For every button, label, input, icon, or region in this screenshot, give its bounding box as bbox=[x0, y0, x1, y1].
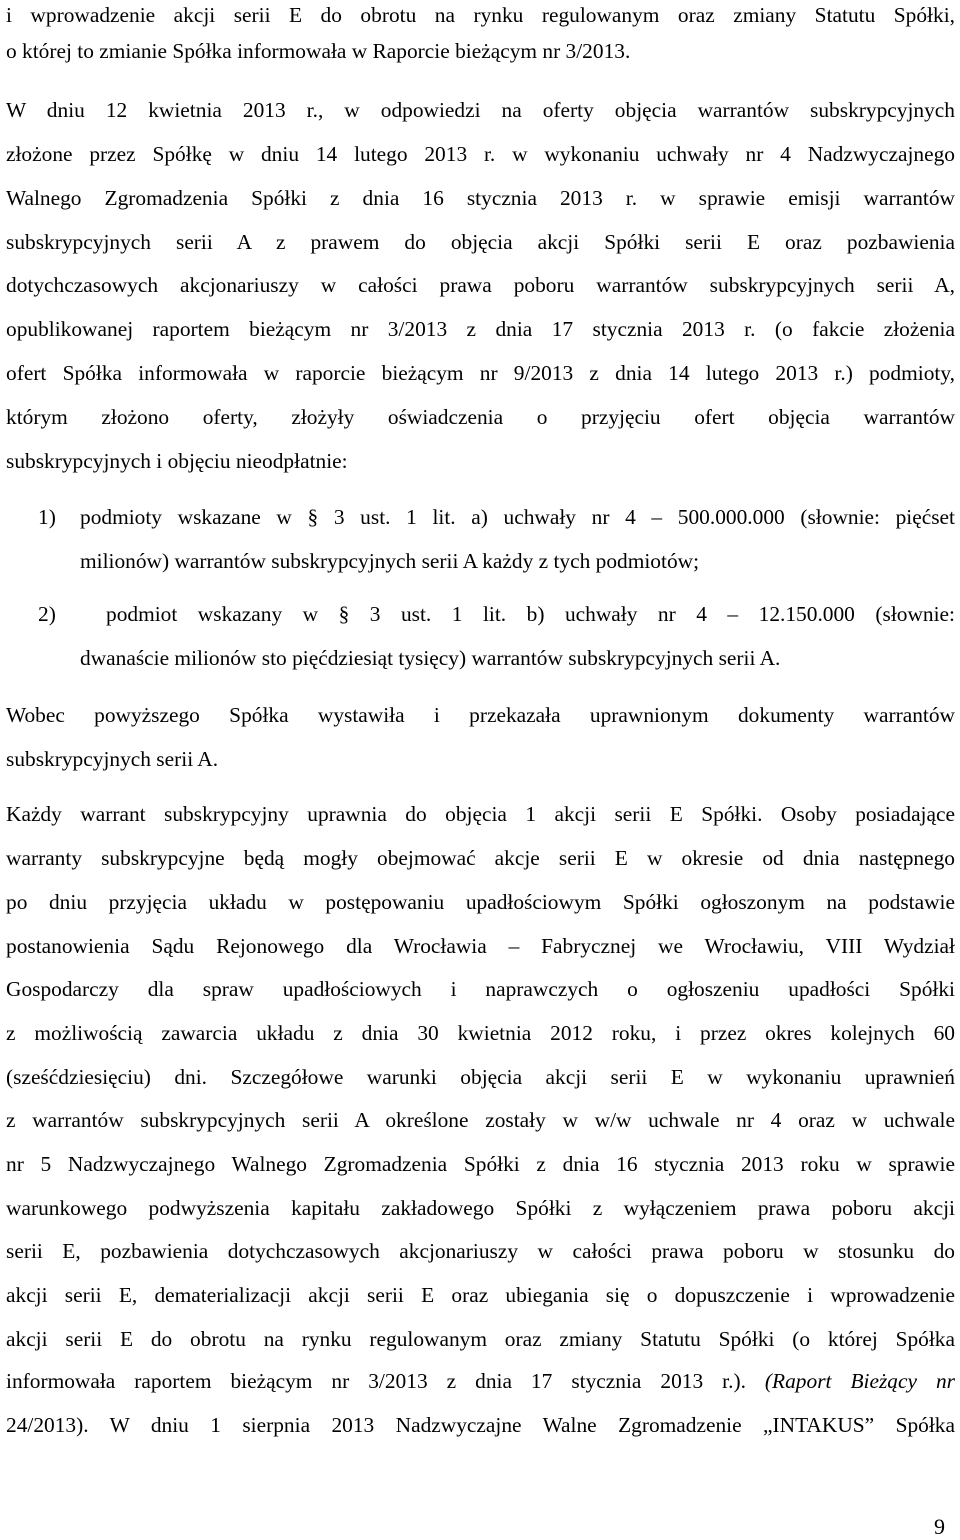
text-line: o której to zmianie Spółka informowała w Raporcie bieżącym nr 3/2013. bbox=[6, 39, 631, 63]
list-item-line: dwanaście milionów sto pięćdziesiąt tysięcy) warrantów subskrypcyjnych serii A. bbox=[80, 646, 781, 670]
text-line: złożone przez Spółkę w dniu 14 lutego 2013 r. w wykonaniu uchwały nr 4 Nadzwyczajnego bbox=[6, 142, 955, 166]
text-line bbox=[6, 1366, 955, 1396]
text-line: z warrantów subskrypcyjnych serii A określone zostały w w/w uchwale nr 4 oraz w uchwale bbox=[6, 1108, 955, 1132]
report-reference-italic: (Raport Bieżący nr bbox=[764, 1369, 955, 1393]
list-number: 2) bbox=[38, 602, 56, 626]
text-line: Walnego Zgromadzenia Spółki z dnia 16 stycznia 2013 r. w sprawie emisji warrantów bbox=[6, 186, 955, 210]
text-line: akcji serii E do obrotu na rynku regulowanym oraz zmiany Statutu Spółki (o której Spółka bbox=[6, 1327, 955, 1351]
text-line: Gospodarczy dla spraw upadłościowych i naprawczych o ogłoszeniu upadłości Spółki bbox=[6, 977, 955, 1001]
list-number: 1) bbox=[38, 505, 56, 529]
text-line: którym złożono oferty, złożyły oświadczenia o przyjęciu ofert objęcia warrantów bbox=[6, 405, 955, 429]
text-line: warranty subskrypcyjne będą mogły obejmować akcje serii E w okresie od dnia następnego bbox=[6, 846, 955, 870]
list-item-line: milionów) warrantów subskrypcyjnych serii A każdy z tych podmiotów; bbox=[80, 549, 700, 573]
text-segment: informowała raportem bieżącym nr 3/2013 z dnia 17 stycznia 2013 r.). bbox=[6, 1369, 746, 1393]
text-line: Wobec powyższego Spółka wystawiła i przekazała uprawnionym dokumenty warrantów bbox=[6, 703, 955, 727]
text-line: opublikowanej raportem bieżącym nr 3/2013 z dnia 17 stycznia 2013 r. (o fakcie złożenia bbox=[6, 317, 955, 341]
text-line: W dniu 12 kwietnia 2013 r., w odpowiedzi na oferty objęcia warrantów subskrypcyjnych bbox=[6, 98, 955, 122]
text-line: postanowienia Sądu Rejonowego dla Wrocławia – Fabrycznej we Wrocławiu, VIII Wydział bbox=[6, 934, 955, 958]
text-line: dotychczasowych akcjonariuszy w całości prawa poboru warrantów subskrypcyjnych serii A, bbox=[6, 273, 955, 297]
text-line: subskrypcyjnych serii A z prawem do objęcia akcji Spółki serii E oraz pozbawienia bbox=[6, 230, 955, 254]
text-line: z możliwością zawarcia układu z dnia 30 kwietnia 2012 roku, i przez okres kolejnych 60 bbox=[6, 1021, 955, 1045]
text-line: nr 5 Nadzwyczajnego Walnego Zgromadzenia Spółki z dnia 16 stycznia 2013 roku w sprawie bbox=[6, 1152, 955, 1176]
text-line: subskrypcyjnych i objęciu nieodpłatnie: bbox=[6, 449, 348, 473]
text-line: ofert Spółka informowała w raporcie bieżącym nr 9/2013 z dnia 14 lutego 2013 r.) podmioty, bbox=[6, 361, 955, 385]
text-line: i wprowadzenie akcji serii E do obrotu na rynku regulowanym oraz zmiany Statutu Spółki, bbox=[6, 3, 955, 27]
text-line: serii E, pozbawienia dotychczasowych akcjonariuszy w całości prawa poboru w stosunku do bbox=[6, 1239, 955, 1263]
text-line: po dniu przyjęcia układu w postępowaniu upadłościowym Spółki ogłoszonym na podstawie bbox=[6, 890, 955, 914]
text-line: Każdy warrant subskrypcyjny uprawnia do objęcia 1 akcji serii E Spółki. Osoby posiadające bbox=[6, 802, 955, 826]
text-line: (sześćdziesięciu) dni. Szczegółowe warunki objęcia akcji serii E w wykonaniu uprawnień bbox=[6, 1065, 955, 1089]
page-number: 9 bbox=[934, 1514, 945, 1539]
text-line: warunkowego podwyższenia kapitału zakładowego Spółki z wyłączeniem prawa poboru akcji bbox=[6, 1196, 955, 1220]
text-line: 24/2013). W dniu 1 sierpnia 2013 Nadzwyczajne Walne Zgromadzenie „INTAKUS” Spółka bbox=[6, 1413, 955, 1437]
text-line: akcji serii E, dematerializacji akcji serii E oraz ubiegania się o dopuszczenie i wprowadzenie bbox=[6, 1283, 955, 1307]
list-item-line: podmioty wskazane w § 3 ust. 1 lit. a) uchwały nr 4 – 500.000.000 (słownie: pięćset bbox=[80, 505, 955, 529]
text-line: subskrypcyjnych serii A. bbox=[6, 747, 219, 771]
list-item-line: podmiot wskazany w § 3 ust. 1 lit. b) uchwały nr 4 – 12.150.000 (słownie: bbox=[106, 602, 955, 626]
